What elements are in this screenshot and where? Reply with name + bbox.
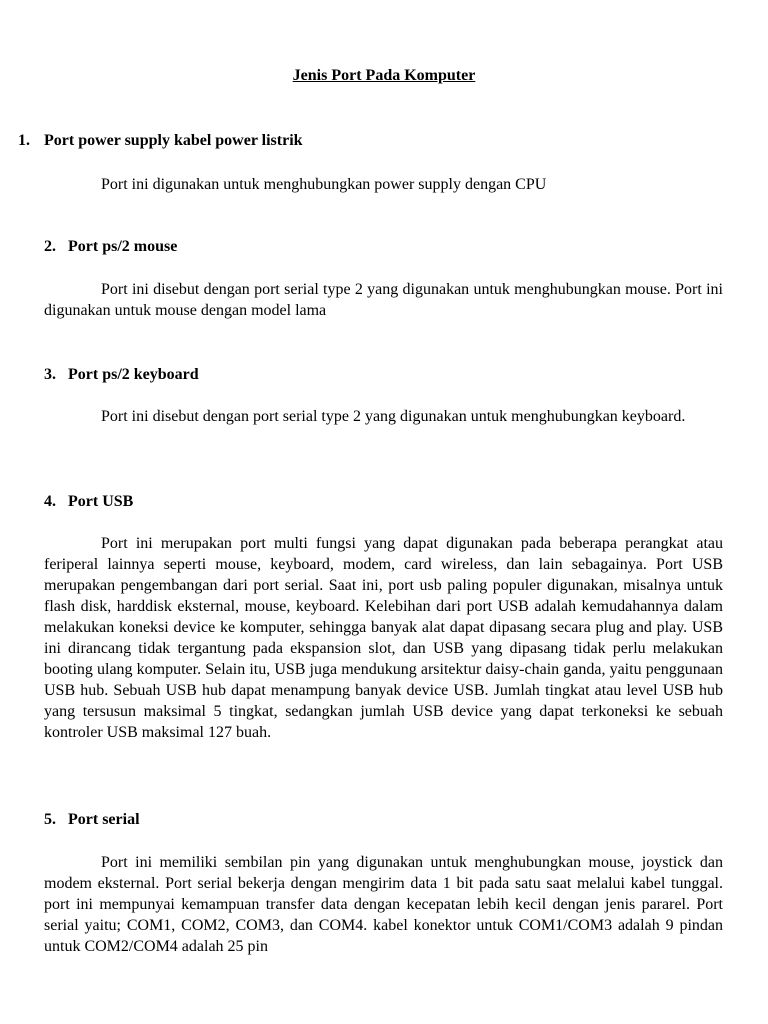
section-number: 2. [44, 238, 56, 255]
section-heading-5 [44, 810, 140, 830]
section-body-2: Port ini disebut dengan port serial type 2 yang digunakan untuk menghubungkan mouse. Port ini digunakan untuk mouse dengan model lama [44, 281, 723, 319]
section-heading-4 [44, 492, 133, 512]
section-heading-text: Port serial [68, 811, 140, 828]
document-title: Jenis Port Pada Komputer [292, 67, 476, 84]
section-heading-text: Port power supply kabel power listrik [44, 132, 303, 149]
section-heading-text: Port USB [68, 493, 134, 510]
section-number: 1. [18, 132, 30, 149]
section-number: 5. [44, 811, 56, 828]
section-heading-1 [18, 131, 303, 151]
section-body-3: Port ini disebut dengan port serial type 2 yang digunakan untuk menghubungkan keyboard. [101, 408, 686, 425]
section-number: 3. [44, 366, 56, 383]
section-body-5: Port ini memiliki sembilan pin yang digunakan untuk menghubungkan mouse, joystick dan modem eksternal. Port serial bekerja dengan mengirim data 1 bit pada satu saat melalui kabel tunggal. port ini mempunyai kemampuan transfer data dengan kecepatan lebih kecil dengan jenis pararel. Port serial yaitu; COM1, COM2, COM3, dan COM4. kabel konektor untuk COM1/COM3 adalah 9 pindan untuk COM2/COM4 adalah 25 pin [44, 854, 723, 955]
section-heading-text: Port ps/2 keyboard [68, 366, 199, 383]
section-number: 4. [44, 493, 56, 510]
section-heading-text: Port ps/2 mouse [68, 238, 178, 255]
section-body-1: Port ini digunakan untuk menghubungkan power supply dengan CPU [101, 176, 547, 193]
section-body-4: Port ini merupakan port multi fungsi yang dapat digunakan pada beberapa perangkat atau feriperal lainnya seperti mouse, keyboard, modem, card wireless, dan lain sebagainya. Port USB merupakan pengembangan dari port serial. Saat ini, port usb paling populer digunakan, misalnya untuk flash disk, harddisk eksternal, mouse, keyboard. Kelebihan dari port USB adalah kemudahannya dalam melakukan koneksi device ke komputer, sehingga banyak alat dapat dipasang secara plug and play. USB ini dirancang tidak tergantung pada ekspansion slot, dan USB yang dipasang tidak perlu melakukan booting ulang komputer. Selain itu, USB juga mendukung arsitektur daisy-chain ganda, yaitu penggunaan USB hub. Sebuah USB hub dapat menampung banyak device USB. Jumlah tingkat atau level USB hub yang tersusun maksimal 5 tingkat, sedangkan jumlah USB device yang dapat terkoneksi ke sebuah kontroler USB maksimal 127 buah. [44, 535, 723, 741]
section-heading-3 [44, 365, 199, 385]
section-heading-2 [44, 237, 177, 257]
